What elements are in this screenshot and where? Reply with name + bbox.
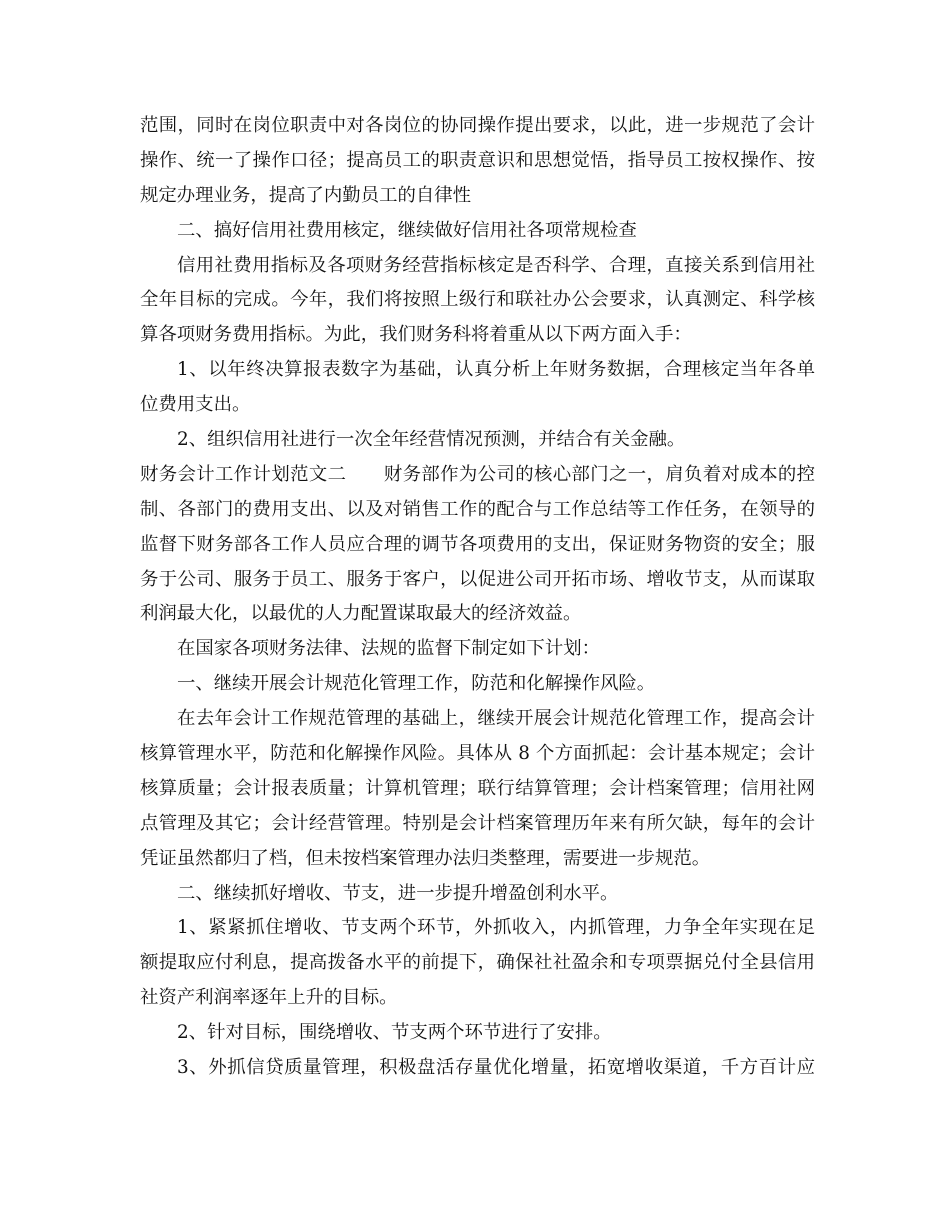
text-line: 1、以年终决算报表数字为基础，认真分析上年财务数据，合理核定当年各单 — [177, 359, 815, 381]
text-line: 财务会计工作计划范文二 财务部作为公司的核心部门之一，肩负着对成本的控 — [140, 463, 815, 485]
text-line: 核算质量；会计报表质量；计算机管理；联行结算管理；会计档案管理；信用社网 — [140, 777, 815, 799]
text-line: 点管理及其它；会计经营管理。特别是会计档案管理历年来有所欠缺，每年的会计 — [140, 812, 815, 834]
text-line: 核算管理水平，防范和化解操作风险。具体从 8 个方面抓起：会计基本规定；会计 — [140, 743, 815, 765]
text-line: 信用社费用指标及各项财务经营指标核定是否科学、合理，直接关系到信用社 — [177, 254, 815, 276]
text-line: 算各项财务费用指标。为此，我们财务科将着重从以下两方面入手： — [140, 324, 692, 346]
text-line: 位费用支出。 — [140, 394, 251, 416]
text-line: 额提取应付利息，提高拨备水平的前提下，确保社社盈余和专项票据兑付全县信用 — [140, 952, 815, 974]
text-line: 在国家各项财务法律、法规的监督下制定如下计划： — [177, 638, 600, 660]
text-line: 规定办理业务，提高了内勤员工的自律性 — [140, 184, 472, 206]
text-line: 2、针对目标，围绕增收、节支两个环节进行了安排。 — [177, 1022, 612, 1044]
text-line: 3、外抓信贷质量管理，积极盘活存量优化增量，拓宽增收渠道，千方百计应 — [177, 1057, 815, 1079]
text-line: 在去年会计工作规范管理的基础上，继续开展会计规范化管理工作，提高会计 — [177, 708, 815, 730]
text-line: 1、紧紧抓住增收、节支两个环节，外抓收入，内抓管理，力争全年实现在足 — [177, 917, 815, 939]
text-line: 制、各部门的费用支出、以及对销售工作的配合与工作总结等工作任务，在领导的 — [140, 498, 815, 520]
text-line: 监督下财务部各工作人员应合理的调节各项费用的支出，保证财务物资的安全；服 — [140, 533, 815, 555]
text-line: 全年目标的完成。今年，我们将按照上级行和联社办公会要求，认真测定、科学核 — [140, 289, 815, 311]
text-line: 利润最大化，以最优的人力配置谋取最大的经济效益。 — [140, 603, 582, 625]
section-heading: 二、搞好信用社费用核定，继续做好信用社各项常规检查 — [177, 219, 637, 241]
text-line: 2、组织信用社进行一次全年经营情况预测，并结合有关金融。 — [177, 429, 686, 451]
text-line: 操作、统一了操作口径；提高员工的职责意识和思想觉悟，指导员工按权操作、按 — [140, 149, 815, 171]
text-line: 社资产利润率逐年上升的目标。 — [140, 987, 398, 1009]
text-line: 凭证虽然都归了档，但未按档案管理办法归类整理，需要进一步规范。 — [140, 847, 711, 869]
document-body — [140, 109, 815, 1086]
section-heading: 二、继续抓好增收、节支，进一步提升增盈创利水平。 — [177, 882, 619, 904]
text-line: 务于公司、服务于员工、服务于客户，以促进公司开拓市场、增收节支，从而谋取 — [140, 568, 815, 590]
section-heading: 一、继续开展会计规范化管理工作，防范和化解操作风险。 — [177, 673, 656, 695]
text-line: 范围，同时在岗位职责中对各岗位的协同操作提出要求，以此，进一步规范了会计 — [140, 115, 815, 136]
